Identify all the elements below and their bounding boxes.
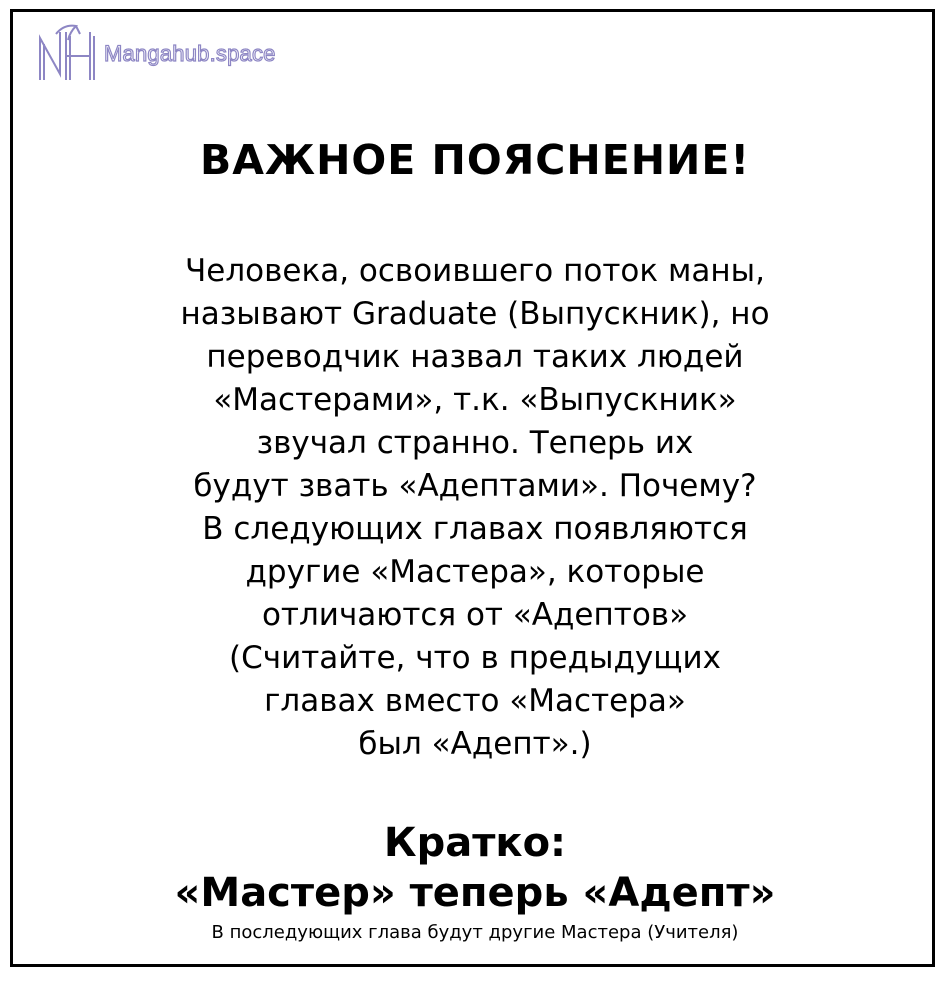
text-line: «Мастерами», т.к. «Выпускник» [213,382,737,418]
text-line: переводчик назвал таких людей [206,339,744,375]
text-line: называют Graduate (Выпускник), но [180,296,770,332]
text-line: был «Адепт».) [358,726,592,762]
text-line: отличаются от «Адептов» [261,597,689,633]
nh-monogram-icon [36,22,98,86]
watermark-text: Mangahub.space [104,41,276,66]
page-title: ВАЖНОЕ ПОЯСНЕНИЕ! [199,136,751,184]
text-line: Человека, освоившего поток маны, [185,253,765,289]
text-line: В следующих главах появляются [202,511,748,547]
text-line: (Считайте, что в предыдущих [229,640,721,676]
summary-statement: «Мастер» теперь «Адепт» [174,870,776,916]
text-line: другие «Мастера», которые [245,554,705,590]
text-line: звучал странно. Теперь их [256,425,694,461]
summary-title: Кратко: [383,820,567,866]
text-line: главах вместо «Мастера» [264,683,686,719]
watermark [36,22,276,86]
explanation-text [0,250,950,766]
text-line: будут звать «Адептами». Почему? [193,468,757,504]
summary-note: В последующих глава будут другие Мастера (Учителя) [211,922,739,943]
